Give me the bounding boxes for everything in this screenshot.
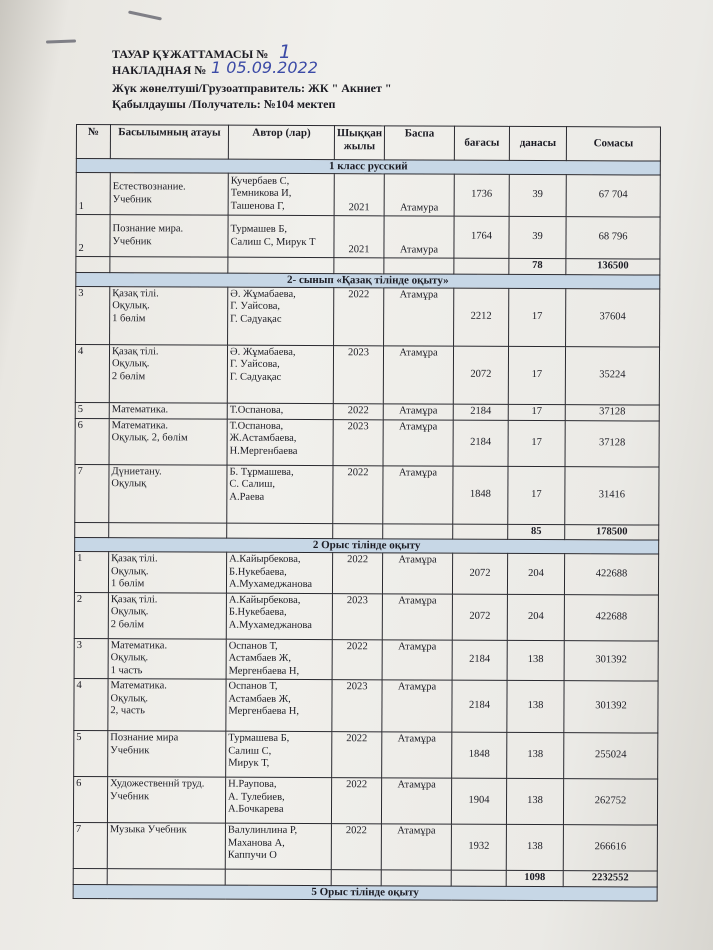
line-sum: 255024 [564,733,658,779]
row-number: 6 [75,418,109,464]
empty-cell [107,869,225,885]
row-number: 5 [74,730,108,776]
publication-year: 2021 [334,174,384,216]
empty-cell [110,257,228,273]
unit-price: 1764 [454,216,509,258]
table-row [75,464,659,525]
unit-price: 2184 [452,680,507,732]
publisher: Атамұра [383,403,453,419]
publication-year: 2022 [332,639,382,680]
empty-cell [454,258,509,274]
book-authors: Валулинлина Р, Маханова А, Каппучи О [225,823,331,869]
row-number: 1 [74,551,108,592]
book-authors: А.Кайырбекова, Б.Нукебаева, А.Мухамеджанова [226,552,332,593]
empty-cell [109,522,227,538]
unit-price: 2072 [453,346,508,404]
quantity: 17 [508,404,565,420]
publication-year: 2023 [333,345,383,403]
quantity: 204 [507,553,564,594]
column-header-sum: Сомасы [566,127,660,161]
empty-cell [451,870,506,886]
empty-cell [334,258,384,274]
column-header-title: Басылымның атауы [110,125,228,160]
publication-year: 2023 [332,593,382,639]
quantity: 17 [508,420,565,466]
column-header-author: Автор (лар) [228,125,334,159]
book-title: Дүниетану. Оқулық [109,464,227,523]
empty-cell [76,257,110,273]
section-title: 2- сынып «Қазақ тілінде оқыту» [76,272,660,289]
publication-year: 2023 [333,419,383,465]
invoice-number-date: 1 05.09.2022 [211,58,318,77]
table-header-row [76,125,660,162]
quantity: 138 [506,778,563,824]
row-number: 1 [76,173,110,215]
unit-price: 1736 [454,174,509,216]
section-total-qty: 78 [509,258,566,274]
unit-price: 1848 [453,466,508,524]
book-title: Математика. Оқулық. 2, часть [108,679,226,732]
section-title: 5 Орыс тілінде оқыту [73,884,657,901]
publisher: Атамура [384,174,454,216]
publisher: Атамұра [383,345,453,403]
empty-cell [384,258,454,274]
table-row [76,286,660,347]
book-authors: Оспанов Т, Астамбаев Ж, Мергенбаева Н, [226,679,332,731]
line-sum: 35224 [565,346,659,404]
invoice-subtitle-label: НАКЛАДНАЯ № [112,63,207,77]
publisher: Атамұра [382,553,452,594]
unit-price: 2212 [454,288,509,346]
table-row [76,173,660,218]
publisher: Атамұра [384,287,454,345]
quantity: 204 [507,594,564,640]
section-total-sum: 2232552 [563,871,657,887]
table-row [73,776,657,825]
book-authors: Ә. Жұмабаева, Г. Уайсова, Г. Сәдуақас [227,345,333,403]
line-sum: 266616 [563,825,657,871]
book-title: Естествознание. Учебник [110,173,228,216]
row-number: 2 [76,215,110,257]
empty-cell [331,870,381,886]
publisher: Атамұра [383,419,453,465]
book-title: Музыка Учебник [107,823,225,870]
table-row [75,344,659,405]
book-title: Қазақ тілі. Оқулық. 1 бөлім [108,552,226,593]
row-number: 2 [74,592,108,638]
unit-price: 2184 [452,640,507,681]
unit-price: 1932 [451,824,506,870]
line-sum: 422688 [564,594,658,640]
section-header-row [73,884,657,901]
section-total-sum: 136500 [566,259,660,275]
empty-cell [333,523,383,539]
book-title: Математика. Оқулық. 1 часть [108,638,226,679]
row-number: 7 [73,822,107,868]
sender-line: Жүк жөнелтуші/Грузоатправитель: ЖК " Акниет " [112,81,392,95]
quantity: 17 [508,466,565,524]
table-body [73,159,660,901]
publication-year: 2022 [333,403,383,419]
book-title: Математика. Оқулық. 2, бөлім [109,418,227,465]
staple-right [128,10,162,20]
publisher: Атамұра [381,824,451,870]
section-total-qty: 1098 [506,870,563,886]
section-title: 2 Орыс тілінде оқыту [75,537,659,554]
book-title: Қазақ тілі. Оқулық. 2 бөлім [109,344,227,403]
unit-price: 1904 [451,778,506,824]
invoice-subtitle [112,63,206,78]
empty-cell [73,868,107,884]
book-authors: Б. Тұрмашева, С. Салиш, А.Раева [227,465,333,523]
row-number: 3 [76,286,110,344]
row-number: 6 [73,776,107,822]
unit-price: 2184 [453,420,508,466]
quantity: 17 [508,346,565,404]
empty-cell [225,869,331,885]
line-sum: 301392 [564,640,658,681]
staple-left [46,39,76,43]
publication-year: 2023 [332,680,382,732]
quantity: 17 [509,288,566,346]
book-authors: Н.Раупова, А. Тулебиев, А.Бочкарева [225,777,331,823]
publisher: Атамұра [383,465,453,523]
table-row [74,592,658,641]
book-title: Познание мира. Учебник [110,215,228,258]
quantity: 138 [507,640,564,681]
book-authors: А.Кайырбекова, Б.Нукебаева, А.Мухамеджанова [226,593,332,639]
publisher: Атамұра [381,778,451,824]
unit-price: 2184 [453,404,508,420]
publisher: Атамұра [382,732,452,778]
empty-cell [381,870,451,886]
receiver-line: Қабылдаушы /Получатель: №104 мектеп [112,97,336,111]
section-total-sum: 178500 [565,524,659,540]
empty-cell [228,257,334,273]
invoice-title-label: ТАУАР ҚҰЖАТТАМАСЫ № [112,47,269,61]
publication-year: 2022 [333,465,383,523]
unit-price: 2072 [452,553,507,594]
column-header-price: бағасы [454,126,509,160]
row-number: 4 [75,344,109,402]
publication-year: 2022 [332,553,382,594]
table-row [74,551,658,594]
publisher: Атамұра [382,593,452,639]
quantity: 39 [509,216,566,258]
section-total-qty: 85 [508,524,565,540]
empty-cell [453,524,508,540]
publication-year: 2022 [332,732,382,778]
book-authors: Оспанов Т, Астамбаев Ж, Мергенбаева Н, [226,639,332,680]
publication-year: 2022 [331,778,381,824]
line-sum: 422688 [564,554,658,595]
table-row [73,822,657,871]
book-authors: Т.Оспанова, Ж.Астамбаева, Н.Мергенбаева [227,419,333,465]
column-header-qty: данасы [509,126,566,160]
line-sum: 262752 [563,779,657,825]
book-title: Қазақ тілі. Оқулық. 1 бөлім [110,286,228,345]
quantity: 138 [507,680,564,732]
line-sum: 68 796 [566,217,660,259]
empty-cell [227,523,333,539]
book-title: Познание мира Учебник [108,731,226,778]
column-header-year: Шыққан жылы [334,126,384,160]
unit-price: 2072 [452,594,507,640]
section-title: 1 класс русский [76,159,660,176]
line-sum: 37128 [565,404,659,420]
publisher: Атамура [384,216,454,258]
book-authors: Кучербаев С, Темникова И, Ташенова Г, [228,173,334,215]
publisher: Атамұра [382,680,452,732]
table-row [76,215,660,260]
book-authors: Ә. Жұмабаева, Г. Уайсова, Г. Сәдуақас [228,287,334,345]
quantity: 138 [507,732,564,778]
table-row [74,678,658,733]
book-title: Математика. [109,402,227,419]
invoice-table [73,124,661,901]
table-row [74,638,658,681]
line-sum: 31416 [565,466,659,524]
line-sum: 37128 [565,420,659,466]
row-number: 7 [75,464,109,522]
row-number: 4 [74,678,108,730]
line-sum: 37604 [566,288,660,346]
column-header-publisher: Баспа [384,126,454,160]
row-number: 5 [75,402,109,418]
book-title: Художественнй труд. Учебник [107,777,225,824]
table-row [75,418,659,467]
line-sum: 67 704 [566,175,660,217]
column-header-no: № [76,125,110,159]
line-sum: 301392 [564,681,658,733]
book-authors: Т.Оспанова, [227,403,333,419]
publication-year: 2022 [334,287,384,345]
publication-year: 2021 [334,216,384,258]
book-authors: Турмашев Б, Салиш С, Мирук Т [228,215,334,257]
empty-cell [75,522,109,538]
publisher: Атамұра [382,639,452,680]
book-title: Қазақ тілі. Оқулық. 2 бөлім [108,592,226,639]
table-row [74,730,658,779]
publication-year: 2022 [331,824,381,870]
invoice-title-number: 1 [279,41,292,63]
row-number: 3 [74,638,108,679]
unit-price: 1848 [452,732,507,778]
quantity: 138 [506,824,563,870]
empty-cell [383,523,453,539]
quantity: 39 [509,174,566,216]
book-authors: Турмашева Б, Салиш С, Мирук Т, [226,731,332,777]
